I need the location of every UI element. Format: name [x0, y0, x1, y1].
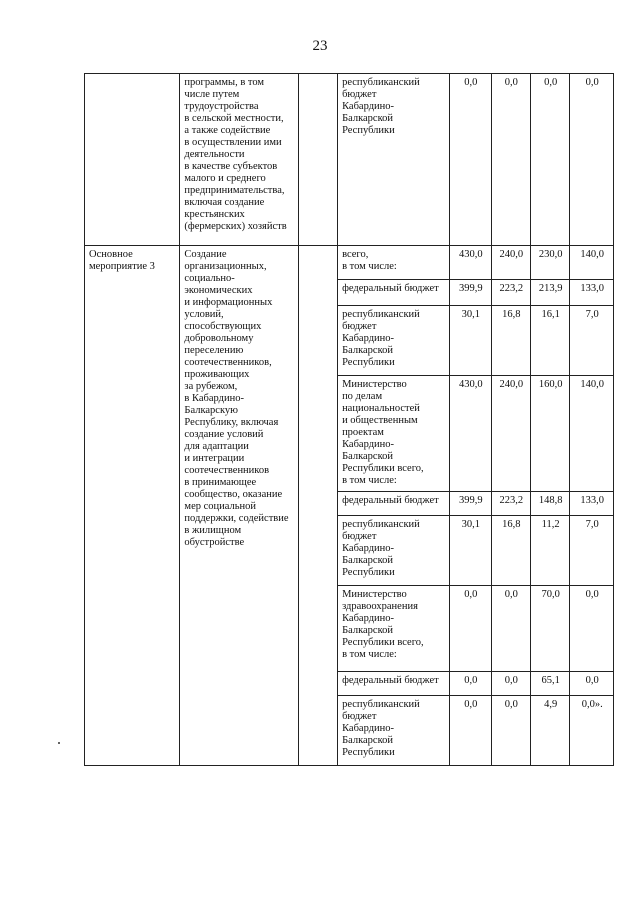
source-lines: [342, 249, 446, 273]
text-line: соотечественников,: [184, 357, 272, 368]
source-lines: [342, 675, 446, 687]
text-line: Республики: [342, 747, 395, 758]
text-line: Балкарскую: [184, 405, 239, 416]
text-line: поддержки, содействие: [184, 513, 289, 524]
text-line: обустройстве: [184, 537, 245, 548]
text-line: в принимающее: [184, 477, 257, 488]
text-line: создание условий: [184, 429, 264, 440]
text-line: для адаптации: [184, 441, 249, 452]
value-cell: 0,0: [570, 74, 614, 246]
text-line: в жилищном: [184, 525, 242, 536]
value-cell: 140,0: [570, 376, 614, 492]
text-line: Министерство: [342, 589, 407, 600]
text-line: Республики всего,: [342, 637, 424, 648]
table-row: [85, 246, 614, 280]
value-cell: 140,0: [570, 246, 614, 280]
text-line: всего,: [342, 249, 369, 260]
funding-source-cell: [338, 586, 450, 672]
text-line: в том числе:: [342, 261, 397, 272]
text-line: организационных,: [184, 261, 267, 272]
text-line: мер социальной: [184, 501, 257, 512]
text-line: переселению: [184, 345, 244, 356]
value-cell: 0,0: [570, 586, 614, 672]
description-lines: [184, 77, 294, 233]
text-line: включая создание: [184, 197, 265, 208]
text-line: Республику, включая: [184, 417, 279, 428]
value-cell: 133,0: [570, 492, 614, 516]
value-cell: 430,0: [450, 246, 491, 280]
text-line: Кабардино-: [342, 101, 395, 112]
value-cell: 16,1: [530, 306, 569, 376]
executor-cell: [298, 246, 337, 766]
text-line: республиканский: [342, 309, 420, 320]
value-cell: 223,2: [491, 492, 530, 516]
value-cell: 223,2: [491, 280, 530, 306]
text-line: (фермерских) хозяйств: [184, 221, 287, 232]
text-line: Создание: [184, 249, 227, 260]
text-line: Балкарской: [342, 451, 394, 462]
source-lines: [342, 309, 446, 369]
executor-cell: [298, 74, 337, 246]
value-cell: 30,1: [450, 516, 491, 586]
text-line: мероприятие 3: [89, 261, 155, 272]
text-line: бюджет: [342, 89, 377, 100]
value-cell: 30,1: [450, 306, 491, 376]
text-line: национальностей: [342, 403, 420, 414]
source-lines: [342, 699, 446, 759]
value-cell: 7,0: [570, 306, 614, 376]
funding-source-cell: [338, 306, 450, 376]
text-line: Кабардино-: [342, 613, 395, 624]
value-cell: 16,8: [491, 306, 530, 376]
page-number: 23: [312, 38, 328, 54]
text-line: Министерство: [342, 379, 407, 390]
value-cell: 240,0: [491, 376, 530, 492]
value-cell: 240,0: [491, 246, 530, 280]
event-description-cell: [180, 74, 298, 246]
value-cell: 133,0: [570, 280, 614, 306]
text-line: Республики всего,: [342, 463, 424, 474]
value-cell: 0,0: [491, 74, 530, 246]
value-cell: 16,8: [491, 516, 530, 586]
text-line: республиканский: [342, 77, 420, 88]
source-lines: [342, 589, 446, 661]
value-cell: 0,0: [450, 74, 491, 246]
text-line: республиканский: [342, 519, 420, 530]
text-line: проживающих: [184, 369, 250, 380]
text-line: числе путем: [184, 89, 240, 100]
text-line: федеральный бюджет: [342, 283, 439, 294]
text-line: крестьянских: [184, 209, 245, 220]
text-line: бюджет: [342, 531, 377, 542]
text-line: в том числе:: [342, 649, 397, 660]
text-line: предпринимательства,: [184, 185, 285, 196]
description-lines: [184, 249, 294, 549]
funding-source-cell: [338, 74, 450, 246]
program-table: [84, 73, 614, 766]
text-line: деятельности: [184, 149, 245, 160]
value-cell: 0,0: [491, 672, 530, 696]
source-lines: [342, 77, 446, 137]
text-line: социально-: [184, 273, 235, 284]
text-line: добровольному: [184, 333, 254, 344]
text-line: за рубежом,: [184, 381, 238, 392]
source-lines: [342, 495, 446, 507]
funding-source-cell: [338, 672, 450, 696]
text-line: Основное: [89, 249, 133, 260]
text-line: трудоустройства: [184, 101, 259, 112]
text-line: Кабардино-: [342, 439, 395, 450]
value-cell: 0,0: [570, 672, 614, 696]
text-line: Кабардино-: [342, 723, 395, 734]
text-line: программы, в том: [184, 77, 265, 88]
text-line: здравоохранения: [342, 601, 418, 612]
value-cell: 0,0».: [570, 696, 614, 766]
source-lines: [342, 379, 446, 487]
value-cell: 399,9: [450, 280, 491, 306]
value-cell: 4,9: [530, 696, 569, 766]
text-line: в осуществлении ими: [184, 137, 282, 148]
text-line: Балкарской: [342, 113, 394, 124]
text-line: в сельской местности,: [184, 113, 284, 124]
value-cell: 0,0: [491, 696, 530, 766]
funding-source-cell: [338, 492, 450, 516]
text-line: и информационных: [184, 297, 273, 308]
text-line: Республики: [342, 357, 395, 368]
event-label-cell: [85, 246, 180, 766]
scan-mark: [58, 742, 60, 744]
value-cell: 430,0: [450, 376, 491, 492]
text-line: в качестве субъектов: [184, 161, 278, 172]
source-lines: [342, 283, 446, 295]
funding-source-cell: [338, 696, 450, 766]
funding-source-cell: [338, 280, 450, 306]
value-cell: 0,0: [450, 586, 491, 672]
value-cell: 230,0: [530, 246, 569, 280]
text-line: и интеграции: [184, 453, 245, 464]
text-line: бюджет: [342, 321, 377, 332]
value-cell: 399,9: [450, 492, 491, 516]
event-description-cell: [180, 246, 298, 766]
text-line: способствующих: [184, 321, 262, 332]
text-line: федеральный бюджет: [342, 675, 439, 686]
value-cell: 0,0: [491, 586, 530, 672]
table-row: [85, 74, 614, 246]
text-line: республиканский: [342, 699, 420, 710]
value-cell: 148,8: [530, 492, 569, 516]
text-line: федеральный бюджет: [342, 495, 439, 506]
value-cell: 160,0: [530, 376, 569, 492]
text-line: Кабардино-: [342, 543, 395, 554]
value-cell: 11,2: [530, 516, 569, 586]
value-cell: 65,1: [530, 672, 569, 696]
text-line: в том числе:: [342, 475, 397, 486]
funding-source-cell: [338, 246, 450, 280]
text-line: бюджет: [342, 711, 377, 722]
text-line: условий,: [184, 309, 224, 320]
value-cell: 70,0: [530, 586, 569, 672]
value-cell: 0,0: [450, 672, 491, 696]
value-cell: 0,0: [530, 74, 569, 246]
value-cell: 7,0: [570, 516, 614, 586]
funding-source-cell: [338, 376, 450, 492]
text-line: экономических: [184, 285, 253, 296]
text-line: Кабардино-: [342, 333, 395, 344]
text-line: малого и среднего: [184, 173, 266, 184]
text-line: Республики: [342, 567, 395, 578]
text-line: и общественным: [342, 415, 418, 426]
text-line: Балкарской: [342, 735, 394, 746]
text-line: соотечественников: [184, 465, 270, 476]
text-line: сообщество, оказание: [184, 489, 283, 500]
text-line: а также содействие: [184, 125, 271, 136]
text-line: по делам: [342, 391, 383, 402]
funding-source-cell: [338, 516, 450, 586]
text-line: Балкарской: [342, 555, 394, 566]
text-line: Балкарской: [342, 625, 394, 636]
value-cell: 213,9: [530, 280, 569, 306]
source-lines: [342, 519, 446, 579]
text-line: проектам: [342, 427, 384, 438]
text-line: Балкарской: [342, 345, 394, 356]
event-label-cell: [85, 74, 180, 246]
text-line: Республики: [342, 125, 395, 136]
value-cell: 0,0: [450, 696, 491, 766]
text-line: в Кабардино-: [184, 393, 244, 404]
event-label-lines: [89, 249, 176, 273]
